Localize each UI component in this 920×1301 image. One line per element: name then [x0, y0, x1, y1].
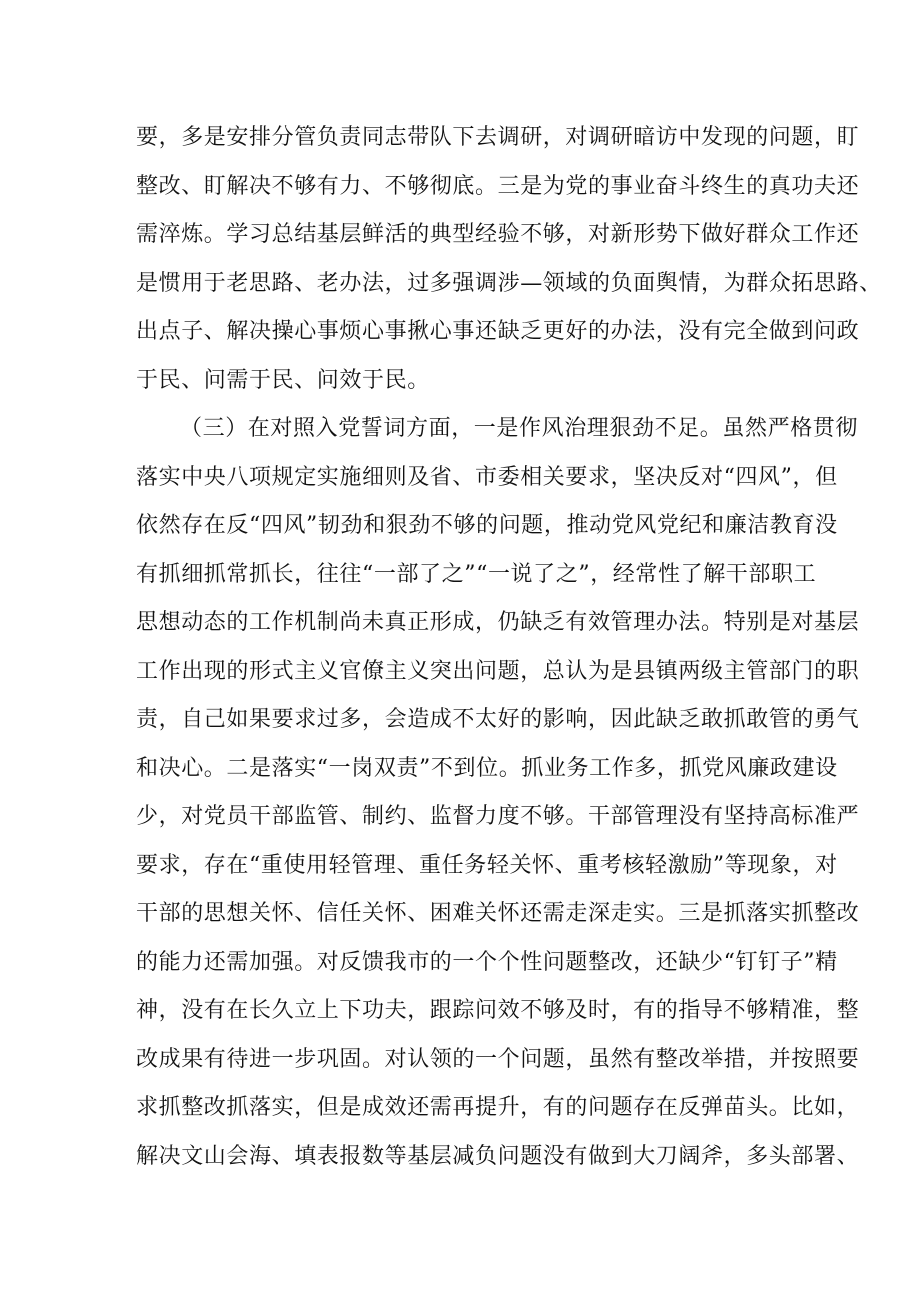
text-line: 于民、问需于民、问效于民。	[136, 367, 430, 393]
text-line: 落实中央八项规定实施细则及省、市委相关要求，坚决反对“四风”，但	[136, 464, 838, 490]
text-line: 需淬炼。学习总结基层鲜活的典型经验不够，对新形势下做好群众工作还	[136, 222, 860, 247]
text-line: 要，多是安排分管负责同志带队下去调研，对调研暗访中发现的问题，盯	[136, 125, 860, 150]
text-line: （三）在对照入党誓词方面，一是作风治理狠劲不足。虽然严格贯彻	[180, 416, 859, 441]
text-line: 少，对党员干部监管、制约、监督力度不够。干部管理没有坚持高标准严	[136, 804, 860, 829]
text-line: 干部的思想关怀、信任关怀、困难关怀还需走深走实。三是抓落实抓整改	[136, 901, 860, 926]
text-line: 和决心。二是落实“一岗双责”不到位。抓业务工作多，抓党风廉政建设	[136, 755, 838, 781]
text-line: 依然存在反“四风”韧劲和狠劲不够的问题，推动党风党纪和廉洁教育没	[136, 513, 838, 538]
text-line: 思想动态的工作机制尚未真正形成，仍缺乏有效管理办法。特别是对基层	[136, 610, 860, 635]
text-line: 有抓细抓常抓长，往往“一部了之”“一说了之”，经常性了解干部职工	[136, 561, 817, 587]
text-line: 解决文山会海、填表报数等基层减负问题没有做到大刀阔斧，多头部署、	[136, 1143, 860, 1169]
text-line: 是惯用于老思路、老办法，过多强调涉—领域的负面舆情，为群众拓思路、	[136, 270, 882, 296]
body-text	[136, 114, 882, 1181]
text-line: 工作出现的形式主义官僚主义突出问题，总认为是县镇两级主管部门的职	[136, 658, 860, 684]
text-line: 责，自己如果要求过多，会造成不太好的影响，因此缺乏敢抓敢管的勇气	[136, 707, 860, 732]
text-line: 求抓整改抓落实，但是成效还需再提升，有的问题存在反弹苗头。比如，	[136, 1095, 860, 1120]
paragraph-continuation	[136, 114, 882, 405]
text-line: 的能力还需加强。对反馈我市的一个个性问题整改，还缺少“钉钉子”精	[136, 949, 838, 975]
text-line: 整改、盯解决不够有力、不够彻底。三是为党的事业奋斗终生的真功夫还	[136, 173, 860, 199]
text-line: 出点子、解决操心事烦心事揪心事还缺乏更好的办法，没有完全做到问政	[136, 319, 860, 344]
text-line: 神，没有在长久立上下功夫，跟踪问效不够及时，有的指导不够精准，整	[136, 998, 860, 1023]
text-line: 要求，存在“重使用轻管理、重任务轻关怀、重考核轻激励”等现象，对	[136, 852, 838, 878]
text-line: 改成果有待进一步巩固。对认领的一个问题，虽然有整改举措，并按照要	[136, 1046, 860, 1072]
paragraph-section-three	[136, 405, 860, 1181]
